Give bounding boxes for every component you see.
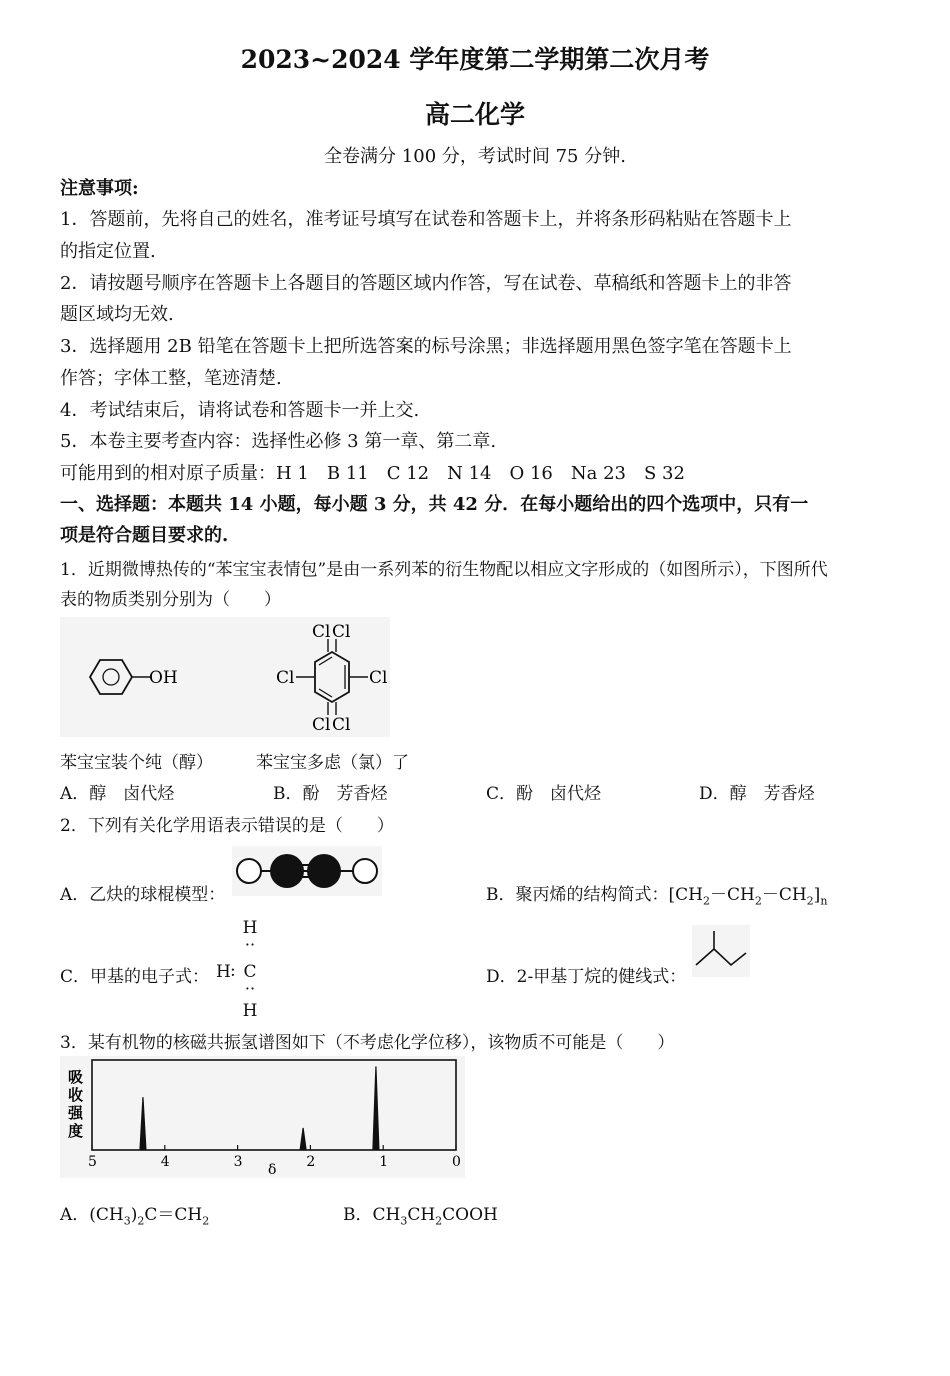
q3-stem: 3．某有机物的核磁共振氢谱图如下（不考虑化学位移），该物质不可能是（ ）: [60, 1033, 675, 1053]
methyl-h-bottom: H: [242, 1001, 258, 1021]
q2-stem: 2．下列有关化学用语表示错误的是（ ）: [60, 816, 394, 836]
ylabel-char: 强: [68, 1104, 84, 1122]
q1-stem: 1．近期微博热传的“苯宝宝表情包”是由一系列苯的衍生物配以相应文字形成的（如图所示），下图所代: [60, 560, 828, 580]
q1-option-b[interactable]: B．酚 芳香烃: [273, 784, 388, 804]
notice-line: 题区域均无效.: [60, 304, 174, 325]
notice-line: 1．答题前，先将自己的姓名，准考证号填写在试卷和答题卡上，并将条形码粘贴在答题卡上: [60, 209, 792, 230]
benzene-structures: [60, 617, 390, 737]
nmr-spectrum: [60, 1056, 465, 1178]
atomic-mass-line: 可能用到的相对原子质量：H 1 B 11 C 12 N 14 O 16 Na 23 S 32: [60, 463, 685, 484]
cl-label: Cl: [312, 622, 331, 642]
cl-label: Cl: [276, 668, 295, 688]
ylabel-char: 度: [68, 1122, 84, 1140]
notice-line: 作答；字体工整，笔迹清楚.: [60, 368, 282, 389]
phenol-ring-inner: [103, 669, 119, 685]
hydrogen-atom: [237, 859, 261, 883]
cl-label: Cl: [369, 668, 388, 688]
q2-b-label: B．聚丙烯的结构简式：: [486, 885, 669, 905]
q1-option-c[interactable]: C．酚 卤代烃: [486, 784, 602, 804]
acetylene-model: [232, 846, 382, 896]
ylabel-char: 吸: [68, 1068, 84, 1086]
notice-heading: 注意事项:: [60, 178, 139, 199]
notice-line: 2．请按题号顺序在答题卡上各题目的答题区域内作答，写在试卷、草稿纸和答题卡上的非答: [60, 273, 792, 294]
plot-frame: [92, 1060, 456, 1150]
q2-option-a[interactable]: A．乙炔的球棍模型：: [60, 885, 226, 905]
exam-subject: 高二化学: [424, 100, 525, 129]
q1-option-a[interactable]: A．醇 卤代烃: [60, 784, 175, 804]
x-tick-label: 0: [452, 1154, 461, 1170]
notice-line: 的指定位置.: [60, 241, 156, 262]
q3-option-b[interactable]: B．$CH_3CH_2COOH$: [343, 1205, 498, 1228]
2-methylbutane-svg: [692, 925, 750, 977]
q1-caption-1: 苯宝宝装个纯（醇）: [60, 753, 213, 773]
hydrogen-atom: [353, 859, 377, 883]
oh-label: OH: [149, 668, 178, 688]
xlabel: δ: [268, 1162, 277, 1178]
methyl-h-left: H: [216, 962, 231, 982]
nmr-peak: [373, 1066, 379, 1150]
methyl-h-top: H: [242, 918, 258, 938]
q1-stem-cont: 表的物质类别分别为（ ）: [60, 590, 281, 610]
ball-stick-svg: [232, 846, 382, 896]
skeletal-formula: [692, 925, 750, 977]
nmr-peak: [300, 1128, 306, 1150]
cl-label: Cl: [332, 622, 351, 642]
methyl-carbon: C: [243, 962, 257, 982]
cl-label: Cl: [312, 715, 331, 735]
electron-dots: ··: [244, 935, 256, 954]
carbon-atom: [270, 854, 304, 888]
q2-b-formula: $[CH_2-CH_2-CH_2]_n$: [668, 885, 828, 908]
q2-option-c[interactable]: C．甲基的电子式：: [60, 967, 210, 987]
x-tick-label: 2: [306, 1154, 316, 1170]
x-tick-label: 1: [379, 1154, 389, 1170]
notice-line: 3．选择题用 2B 铅笔在答题卡上把所选答案的标号涂黑；非选择题用黑色签字笔在答题卡上: [60, 336, 792, 357]
q2-option-b[interactable]: [486, 880, 827, 907]
phenol-ring: [90, 660, 132, 694]
c6cl6-ring: [315, 652, 349, 702]
exam-title: 2023~2024 学年度第二学期第二次月考: [240, 45, 710, 74]
ylabel-char: 收: [68, 1086, 84, 1104]
q2-option-d[interactable]: D．2-甲基丁烷的健线式：: [486, 967, 687, 987]
x-tick-label: 3: [233, 1154, 243, 1170]
cl-label: Cl: [332, 715, 351, 735]
q1-figure: [60, 617, 390, 737]
nmr-chart: [60, 1056, 465, 1178]
x-tick-label: 5: [88, 1154, 97, 1170]
section-heading: 一、选择题：本题共 14 小题，每小题 3 分，共 42 分．在每小题给出的四个选项中，只有一: [60, 494, 809, 515]
exam-meta: 全卷满分 100 分，考试时间 75 分钟.: [324, 146, 626, 167]
electron-pair: :: [230, 961, 236, 981]
nmr-peak: [140, 1097, 146, 1150]
q3-option-a[interactable]: A．$(CH_3)_2C=CH_2$: [60, 1205, 210, 1228]
q1-caption-2: 苯宝宝多虑（氯）了: [256, 753, 409, 773]
q1-option-d[interactable]: D．醇 芳香烃: [699, 784, 815, 804]
notice-line: 4．考试结束后，请将试卷和答题卡一并上交.: [60, 400, 420, 421]
x-tick-label: 4: [160, 1154, 170, 1170]
carbon-atom: [307, 854, 341, 888]
electron-dots: ··: [244, 979, 256, 998]
section-heading-cont: 项是符合题目要求的.: [60, 525, 229, 546]
notice-line: 5．本卷主要考查内容：选择性必修 3 第一章、第二章.: [60, 431, 497, 452]
